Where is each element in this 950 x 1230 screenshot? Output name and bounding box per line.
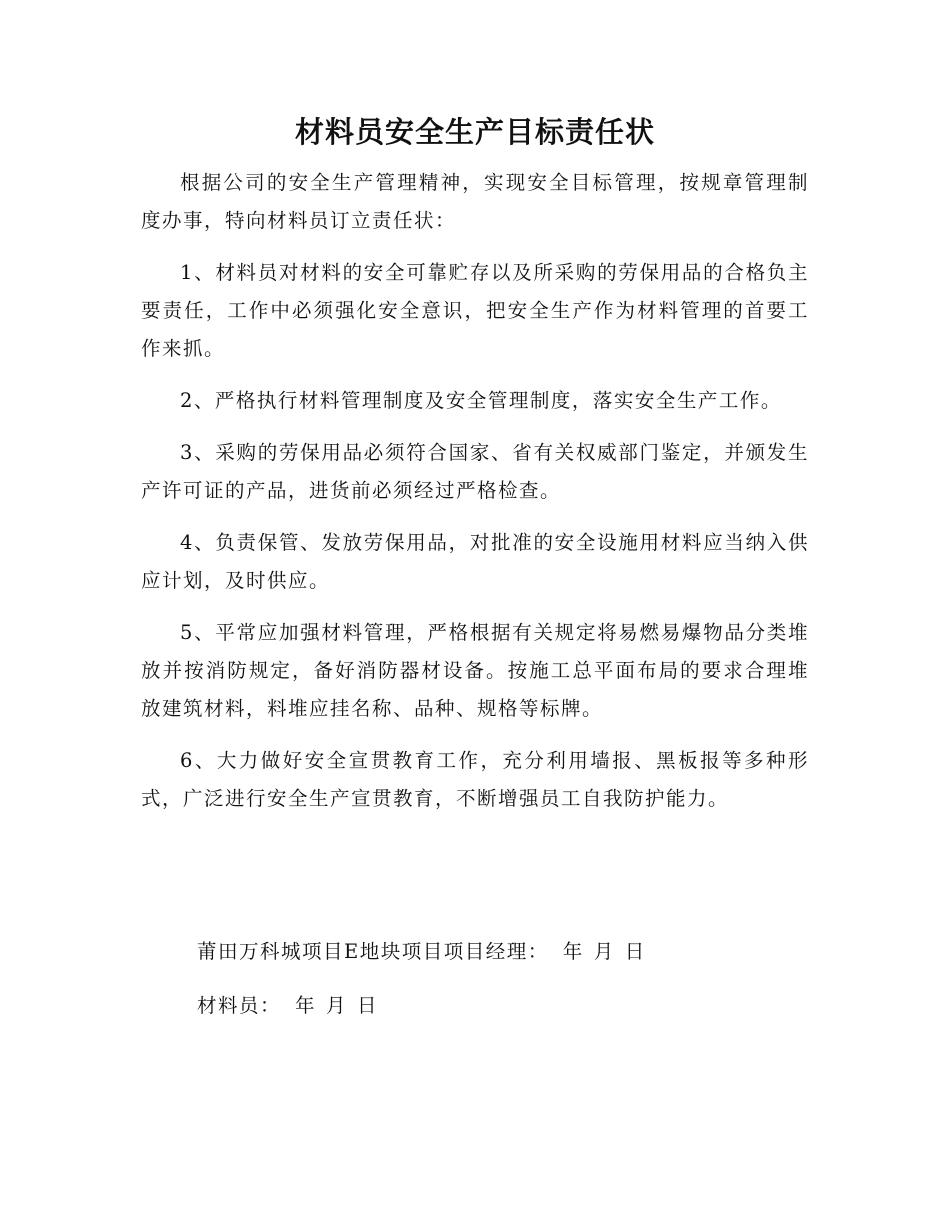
document-body xyxy=(141,164,809,832)
item-paragraph-4: 4、负责保管、发放劳保用品，对批准的安全设施用材料应当纳入供应计划，及时供应。 xyxy=(141,531,809,592)
staff-year: 年 xyxy=(295,994,317,1017)
manager-day: 日 xyxy=(624,940,646,963)
item-paragraph-6: 6、大力做好安全宣贯教育工作，充分利用墙报、黑板报等多种形式，广泛进行安全生产宣贯教育，不断增强员工自我防护能力。 xyxy=(141,749,809,810)
staff-label: 材料员： xyxy=(197,994,282,1017)
manager-year: 年 xyxy=(562,940,584,963)
staff-signature-line xyxy=(197,990,378,1022)
item-paragraph-2: 2、严格执行材料管理制度及安全管理制度，落实安全生产工作。 xyxy=(180,389,782,412)
manager-month: 月 xyxy=(593,940,615,963)
document-title: 材料员安全生产目标责任状 xyxy=(294,115,655,149)
staff-month: 月 xyxy=(326,994,348,1017)
staff-day: 日 xyxy=(357,994,379,1017)
manager-signature-line xyxy=(197,936,646,968)
item-paragraph-5: 5、平常应加强材料管理，严格根据有关规定将易燃易爆物品分类堆放并按消防规定，备好消防器材设备。按施工总平面布局的要求合理堆放建筑材料，料堆应挂名称、品种、规格等标牌。 xyxy=(141,621,809,720)
item-paragraph-3: 3、采购的劳保用品必须符合国家、省有关权威部门鉴定，并颁发生产许可证的产品，进货前必须经过严格检查。 xyxy=(141,441,809,502)
manager-label: 莆田万科城项目E地块项目项目经理： xyxy=(197,940,549,963)
intro-paragraph: 根据公司的安全生产管理精神，实现安全目标管理，按规章管理制度办事，特向材料员订立责任状： xyxy=(141,171,809,232)
item-paragraph-1: 1、材料员对材料的安全可靠贮存以及所采购的劳保用品的合格负主要责任，工作中必须强化安全意识，把安全生产作为材料管理的首要工作来抓。 xyxy=(141,261,809,360)
